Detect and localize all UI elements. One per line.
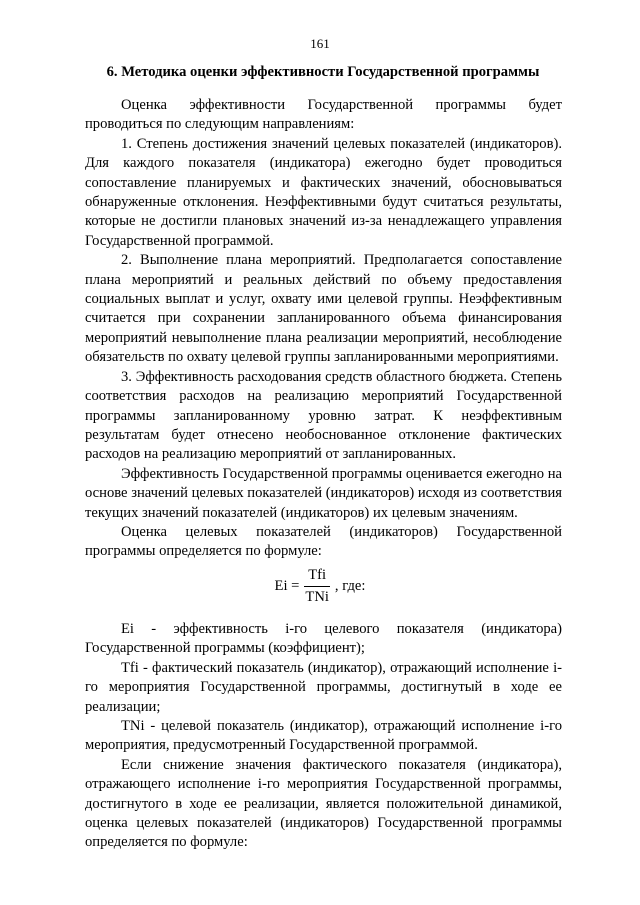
formula-fraction (301, 566, 333, 608)
body-text-bottom (85, 620, 562, 853)
paragraph: Эффективность Государственной программы оценивается ежегодно на основе значений целевых показателей (индикаторов) исходя из соответствия текущих значений показателей (индикаторов) их целевым значениям. (85, 465, 562, 521)
formula-suffix: , где: (334, 578, 366, 595)
paragraph: Оценка целевых показателей (индикаторов) Государственной программы определяется по формуле: (85, 523, 562, 560)
formula-lhs: Ei = (274, 578, 300, 595)
paragraph: TNi - целевой показатель (индикатор), отражающий исполнение i-го мероприятия, предусмотренный Государственной программой. (85, 718, 562, 754)
body-text-top (85, 96, 562, 562)
page-number: 161 (310, 36, 330, 51)
paragraph: Если снижение значения фактического показателя (индикатора), отражающего исполнение i-го мероприятия Государственной программы, достигнутого в ходе ее реализации, является положительной динамикой, оценка целевых показателей (индикаторов) Государственной программы определяется по формуле: (85, 756, 562, 851)
paragraph: 3. Эффективность расходования средств областного бюджета. Степень соответствия расходов на реализацию мероприятий Государственной программы запланированному уровню затрат. К неэффективным результатам будет отнесено необоснованное отклонение фактических расходов на реализацию мероприятий от запланированных. (85, 368, 562, 463)
formula-numerator: Tfi (304, 566, 330, 587)
paragraph: 1. Степень достижения значений целевых показателей (индикаторов). Для каждого показателя (индикатора) ежегодно будет проводиться сопоставление планируемых и фактических значений, обосновываться обнаруженные отклонения. Неэффективными будут считаться результаты, которые не достигли плановых значений из-за ненадлежащего управления Государственной программой. (85, 135, 562, 249)
formula (0, 566, 640, 608)
paragraph: Оценка эффективности Государственной программы будет проводиться по следующим направлениям: (85, 97, 562, 133)
paragraph: 2. Выполнение плана мероприятий. Предполагается сопоставление плана мероприятий и реальных действий по объему предоставления социальных выплат и услуг, охвату ими целевой группы. Неэффективным считается при сохранении запланированного объема финансирования мероприятий невыполнение плана реализации мероприятий, несоблюдение обязательств по охвату целевой группы запланированными мероприятиями. (85, 252, 562, 366)
paragraph: Tfi - фактический показатель (индикатор), отражающий исполнение i-го мероприятия Государственной программы, достигнутый в ходе ее реализации; (85, 659, 562, 715)
section-heading: 6. Методика оценки эффективности Государственной программы (106, 64, 540, 80)
formula-denominator: TNi (305, 589, 329, 606)
paragraph: Ei - эффективность i-го целевого показателя (индикатора) Государственной программы (коэффициент); (85, 621, 562, 657)
